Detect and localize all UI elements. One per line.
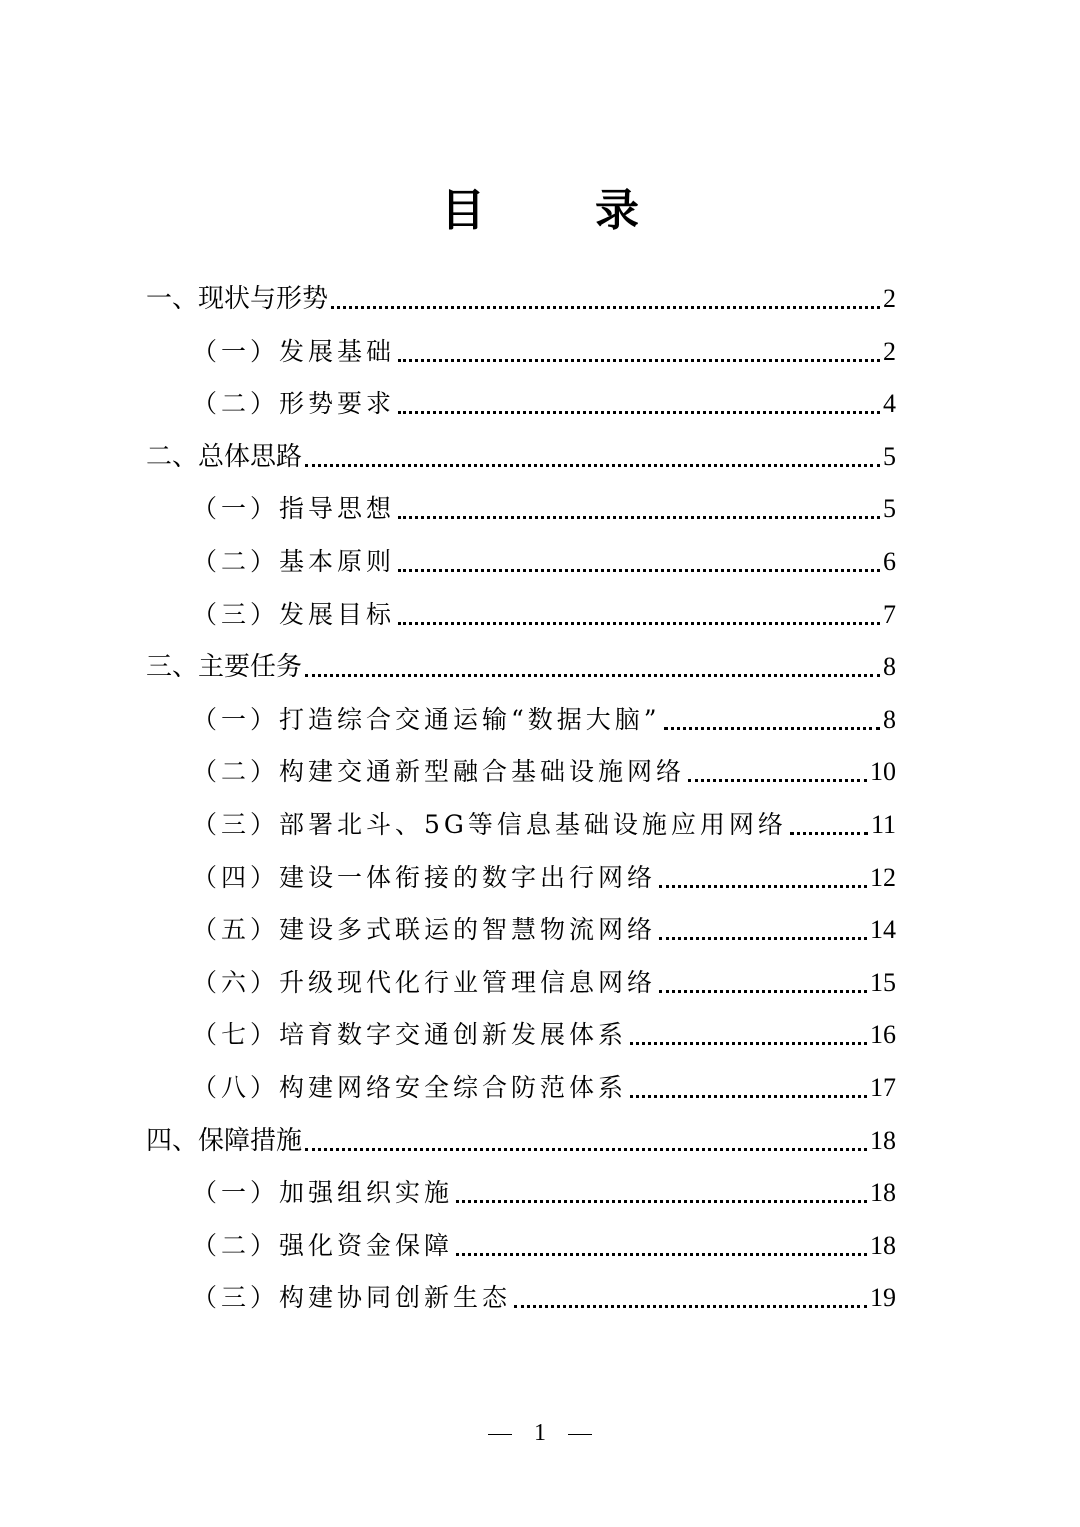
- toc-entry-page-number: 4: [883, 389, 896, 419]
- toc-entry-label: （一）发展基础: [192, 336, 396, 366]
- toc-entry-subsection[interactable]: [192, 480, 896, 526]
- toc-entry-label: （六）升级现代化行业管理信息网络: [192, 967, 657, 997]
- toc-dot-leader: [659, 990, 867, 993]
- toc-entry-page-number: 16: [870, 1020, 896, 1050]
- toc-entry-label: （七）培育数字交通创新发展体系: [192, 1020, 628, 1050]
- toc-dot-leader: [305, 674, 880, 677]
- toc-entry-section-2[interactable]: [146, 428, 896, 474]
- footer-dash-left: [488, 1434, 512, 1435]
- toc-entry-label: （二）基本原则: [192, 547, 396, 576]
- toc-entry-label: （三）构建协同创新生态: [192, 1283, 512, 1313]
- toc-entry-page-number: 5: [883, 441, 896, 471]
- toc-dot-leader: [790, 832, 868, 835]
- toc-entry-subsection[interactable]: [192, 954, 896, 1000]
- toc-entry-label: （三）发展目标: [192, 599, 396, 629]
- toc-entry-page-number: 8: [883, 704, 896, 734]
- toc-dot-leader: [688, 779, 867, 782]
- toc-entry-page-number: 5: [883, 494, 896, 524]
- toc-entry-label: （一）加强组织实施: [192, 1178, 454, 1208]
- toc-dot-leader: [398, 516, 880, 519]
- toc-entry-subsection[interactable]: [192, 901, 896, 947]
- toc-entry-label: 四、保障措施: [146, 1125, 303, 1156]
- toc-entry-subsection[interactable]: [192, 1059, 896, 1105]
- toc-dot-leader: [659, 937, 867, 940]
- toc-entry-label: （四）建设一体衔接的数字出行网络: [192, 862, 657, 892]
- toc-entry-page-number: 12: [870, 862, 896, 892]
- toc-entry-page-number: 17: [870, 1073, 896, 1102]
- toc-entry-subsection[interactable]: [192, 1269, 896, 1315]
- toc-dot-leader: [630, 1095, 867, 1098]
- toc-dot-leader: [398, 569, 880, 572]
- toc-entry-label: （一）指导思想: [192, 494, 396, 524]
- toc-entry-page-number: 7: [883, 599, 896, 629]
- toc-dot-leader: [398, 359, 880, 362]
- toc-dot-leader: [398, 411, 880, 414]
- toc-entry-page-number: 18: [870, 1125, 896, 1155]
- toc-dot-leader: [659, 885, 867, 888]
- toc-entry-subsection[interactable]: [192, 586, 896, 632]
- toc-dot-leader: [398, 622, 880, 625]
- footer-dash-right: [568, 1434, 592, 1435]
- footer-page-number: 1: [534, 1420, 546, 1446]
- toc-entry-label: 二、总体思路: [146, 441, 303, 472]
- toc-entry-label: （一）打造综合交通运输“数据大脑”: [192, 704, 661, 734]
- toc-dot-leader: [514, 1305, 867, 1308]
- toc-dot-leader: [630, 1042, 867, 1045]
- toc-entry-subsection[interactable]: [192, 796, 896, 842]
- toc-entry-subsection[interactable]: [192, 1006, 896, 1052]
- toc-entry-label: （三）部署北斗、5G等信息基础设施应用网络: [192, 810, 787, 839]
- toc-entry-page-number: 10: [870, 757, 896, 787]
- toc-entry-subsection[interactable]: [192, 323, 896, 369]
- toc-entry-label: （二）形势要求: [192, 389, 396, 419]
- toc-entry-page-number: 11: [870, 810, 896, 839]
- toc-dot-leader: [305, 464, 880, 467]
- toc-entry-section-4[interactable]: [146, 1112, 896, 1158]
- toc-entry-section-3[interactable]: [146, 638, 896, 684]
- toc-entry-subsection[interactable]: [192, 533, 896, 579]
- toc-entry-page-number: 18: [870, 1178, 896, 1208]
- toc-entry-subsection[interactable]: [192, 743, 896, 789]
- toc-entry-page-number: 2: [883, 284, 896, 313]
- toc-entry-page-number: 8: [883, 652, 896, 682]
- page-footer: [0, 1416, 1080, 1450]
- toc-entry-label: 三、主要任务: [146, 652, 303, 683]
- toc-dot-leader: [305, 1148, 867, 1151]
- toc-dot-leader: [331, 306, 880, 309]
- toc-entry-subsection[interactable]: [192, 1217, 896, 1263]
- toc-entry-page-number: 19: [870, 1283, 896, 1313]
- toc-entry-section-1[interactable]: [146, 270, 896, 316]
- page-title: 目录: [441, 185, 749, 237]
- toc-entry-page-number: 2: [883, 336, 896, 366]
- toc-entry-page-number: 18: [870, 1230, 896, 1260]
- toc-dot-leader: [456, 1253, 867, 1256]
- toc-dot-leader: [456, 1200, 867, 1203]
- toc-entry-page-number: 6: [883, 547, 896, 576]
- toc-entry-label: （八）构建网络安全综合防范体系: [192, 1073, 628, 1102]
- toc-entry-subsection[interactable]: [192, 849, 896, 895]
- toc-entry-label: （二）强化资金保障: [192, 1230, 454, 1260]
- toc-entry-label: （二）构建交通新型融合基础设施网络: [192, 757, 686, 787]
- toc-entry-subsection[interactable]: [192, 691, 896, 737]
- toc-entry-page-number: 15: [870, 967, 896, 997]
- toc-entry-label: 一、现状与形势: [146, 284, 329, 314]
- toc-entry-subsection[interactable]: [192, 375, 896, 421]
- toc-entry-page-number: 14: [870, 915, 896, 945]
- toc-entry-subsection[interactable]: [192, 1164, 896, 1210]
- toc-dot-leader: [664, 727, 880, 730]
- toc-entry-label: （五）建设多式联运的智慧物流网络: [192, 915, 657, 945]
